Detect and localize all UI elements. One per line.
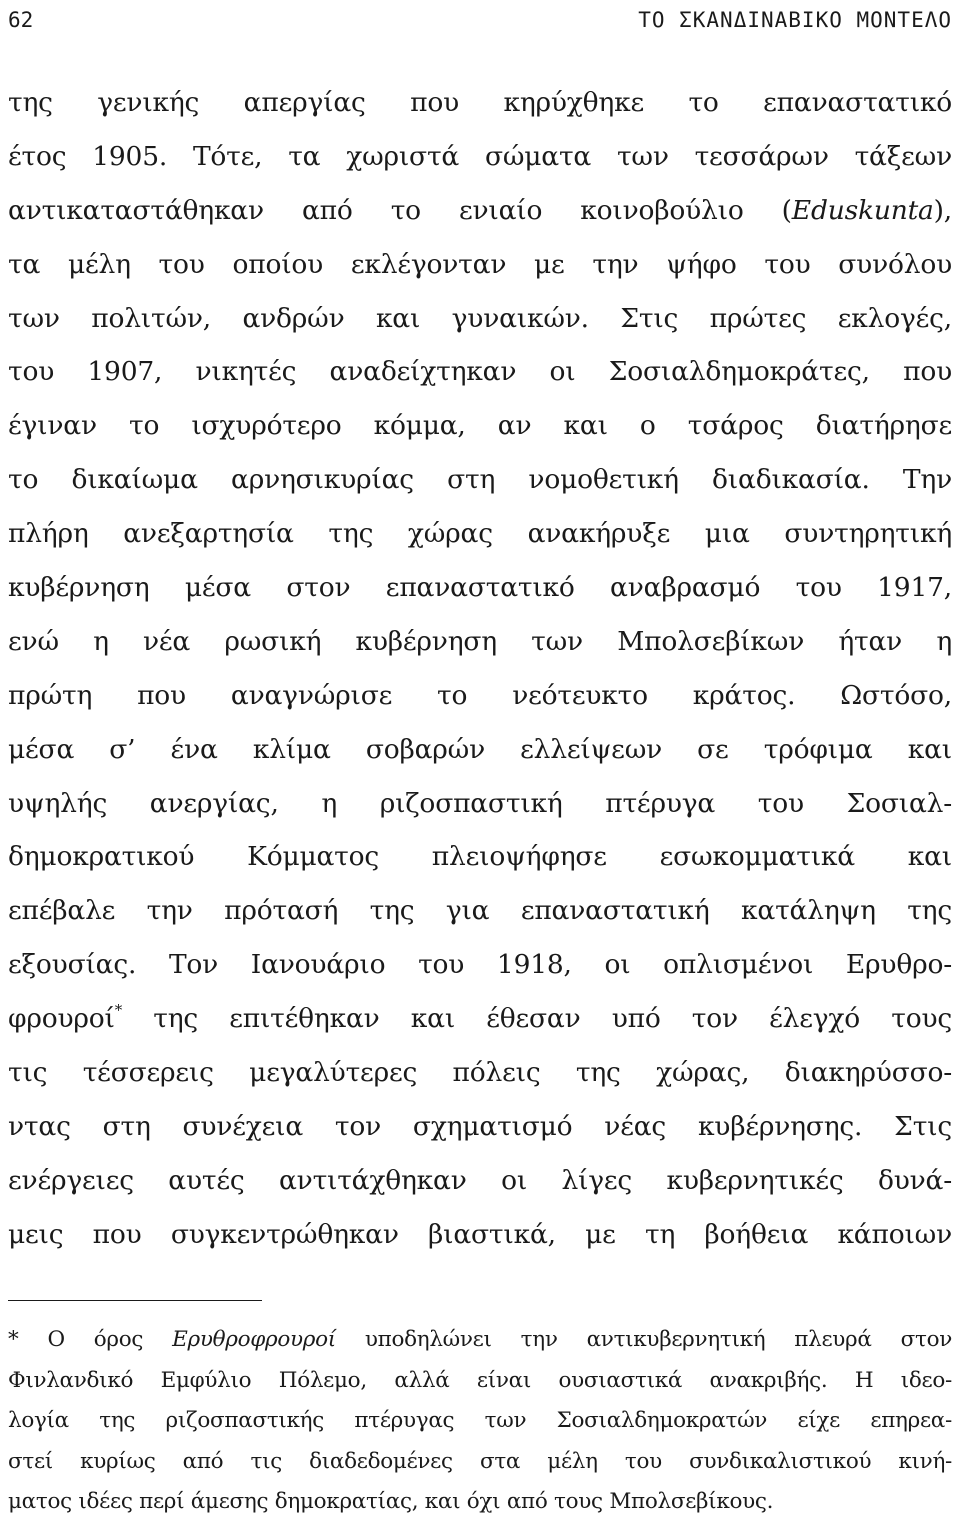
italic-term: Ερυθροφρουροί [172, 1327, 336, 1352]
text-line: του 1907, νικητές αναδείχτηκαν οι Σοσιαλδημοκράτες, που [8, 356, 952, 388]
footnote-line: ματος ιδέες περί άμεσης δημοκρατίας, και όχι από τους Μπολσεβίκους. [8, 1489, 774, 1514]
page-header [8, 2, 952, 38]
text-line: επέβαλε την πρότασή της για επαναστατική κατάληψη της [8, 895, 952, 927]
text-line [8, 992, 952, 1046]
italic-term: Eduskunta [791, 194, 934, 226]
text-segment: ), [933, 194, 952, 226]
text-line: ενώ η νέα ρωσική κυβέρνηση των Μπολσεβίκων ήταν η [8, 625, 952, 657]
footnote-line: Φινλανδικό Εμφύλιο Πόλεμο, αλλά είναι ουσιαστικά ανακριβής. Η ιδεο- [8, 1367, 952, 1393]
text-line: της γενικής απεργίας που κηρύχθηκε το επαναστατικό [8, 87, 952, 118]
footnote-line: στεί κυρίως από τις διαδεδομένες στα μέλη του συνδικαλιστικού κινή- [8, 1448, 952, 1474]
text-line: το δικαίωμα αρνησικυρίας στη νομοθετική διαδικασία. Την [8, 464, 952, 496]
text-line: μεις που συγκεντρώθηκαν βιαστικά, με τη βοήθεια κάποιων [8, 1218, 952, 1250]
text-line: τα μέλη του οποίου εκλέγονταν με την ψήφο του συνόλου [8, 248, 952, 280]
text-line: μέσα σ’ ένα κλίμα σοβαρών ελλείψεων σε τρόφιμα και [8, 733, 952, 765]
footnote-marker: * [114, 1001, 123, 1020]
text-line [8, 184, 952, 238]
text-line: εξουσίας. Τον Ιανουάριο του 1918, οι οπλισμένοι Ερυθρο- [8, 949, 952, 981]
text-segment: φρουροί [8, 1003, 115, 1035]
body-text [8, 76, 952, 1262]
text-line: έγιναν το ισχυρότερο κόμμα, αν και ο τσάρος διατήρησε [8, 410, 952, 442]
footnote [8, 1320, 952, 1523]
text-line: πρώτη που αναγνώρισε το νεότευκτο κράτος. Ωστόσο, [8, 679, 952, 711]
text-line: δημοκρατικού Κόμματος πλειοψήφησε εσωκομματικά και [8, 841, 952, 873]
text-segment: * Ο όρος [8, 1327, 173, 1352]
text-line: τις τέσσερεις μεγαλύτερες πόλεις της χώρας, διακηρύσσο- [8, 1057, 952, 1089]
footnote-divider [8, 1300, 262, 1301]
text-segment: της επιτέθηκαν και έθεσαν υπό τον έλεγχό τους [122, 1003, 952, 1035]
footnote-line [8, 1320, 952, 1361]
text-segment: υποδηλώνει την αντικυβερνητική πλευρά στον [335, 1327, 952, 1352]
text-line: υψηλής ανεργίας, η ριζοσπαστική πτέρυγα του Σοσιαλ- [8, 787, 952, 819]
text-line: έτος 1905. Τότε, τα χωριστά σώματα των τεσσάρων τάξεων [8, 140, 952, 172]
text-line: πλήρη ανεξαρτησία της χώρας ανακήρυξε μια συντηρητική [8, 518, 952, 550]
text-line: ενέργειες αυτές αντιτάχθηκαν οι λίγες κυβερνητικές δυνά- [8, 1164, 952, 1196]
text-line: των πολιτών, ανδρών και γυναικών. Στις πρώτες εκλογές, [8, 302, 952, 334]
footnote-line: λογία της ριζοσπαστικής πτέρυγας των Σοσιαλδημοκρατών είχε επηρεα- [8, 1408, 952, 1433]
running-title: ΤΟ ΣΚΑΝΔΙΝΑΒΙΚΟ ΜΟΝΤΕΛΟ [638, 8, 952, 32]
text-line: κυβέρνηση μέσα στον επαναστατικό αναβρασμό του 1917, [8, 572, 952, 604]
text-line: ντας στη συνέχεια τον σχηματισμό νέας κυβέρνησης. Στις [8, 1110, 952, 1142]
text-segment: αντικαταστάθηκαν από το ενιαίο κοινοβούλιο ( [8, 194, 792, 226]
page-number: 62 [8, 8, 34, 32]
